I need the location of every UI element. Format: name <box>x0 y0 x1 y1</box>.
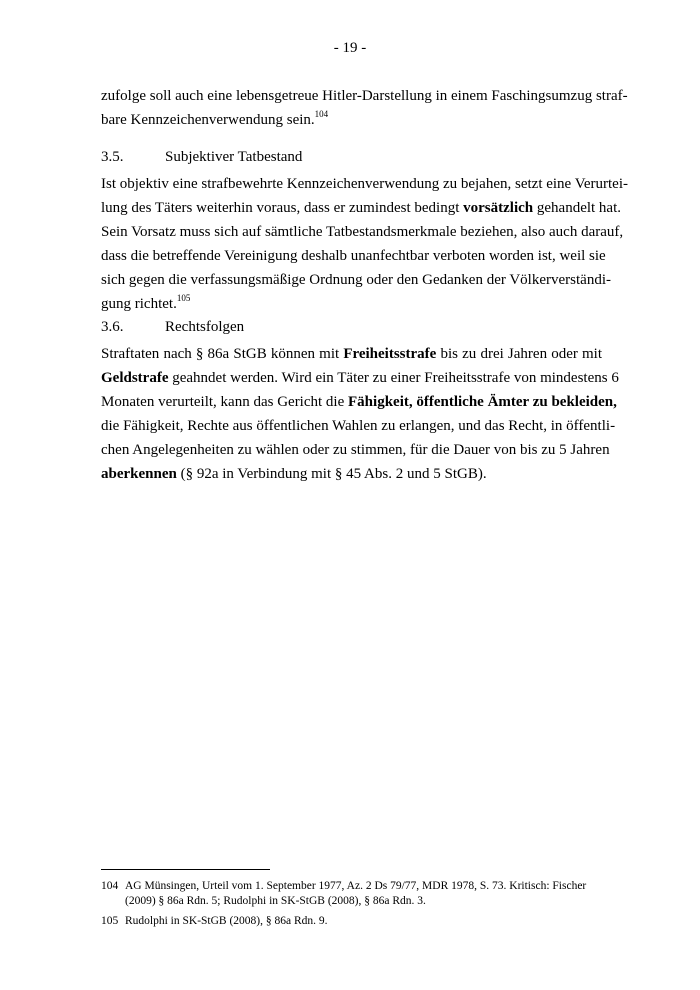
paragraph-line: sich gegen die verfassungsmäßige Ordnung oder den Gedanken der Völkerverständi- <box>101 272 611 288</box>
paragraph-line <box>101 366 619 390</box>
paragraph-line: zufolge soll auch eine lebensgetreue Hitler-Darstellung in einem Faschingsumzug straf- <box>101 88 628 104</box>
section-title: Subjektiver Tatbestand <box>165 149 303 165</box>
paragraph-text: Monaten verurteilt, kann das Gericht die <box>101 394 345 410</box>
paragraph-line: Ist objektiv eine strafbewehrte Kennzeichenverwendung zu bejahen, setzt eine Verurtei- <box>101 176 628 192</box>
page-number: - 19 - <box>333 40 367 56</box>
paragraph-subjective <box>101 172 628 316</box>
paragraph-line <box>101 390 617 414</box>
paragraph-text: geahndet werden. Wird ein Täter zu einer Freiheitsstrafe von mindestens 6 <box>172 370 619 386</box>
paragraph-line <box>101 292 602 316</box>
footnote-line: AG Münsingen, Urteil vom 1. September 1977, Az. 2 Ds 79/77, MDR 1978, S. 73. Kritisch: Fischer <box>125 880 587 892</box>
footnote-105 <box>101 914 602 929</box>
paragraph-intro <box>101 84 628 132</box>
paragraph-text: bare Kennzeichenverwendung sein. <box>101 112 315 128</box>
emphasis-text: Geldstrafe <box>101 370 169 386</box>
paragraph-text: bis zu drei Jahren oder mit <box>440 346 603 362</box>
footnote-ref-105[interactable]: 105 <box>176 293 191 303</box>
section-number: 3.6. <box>101 319 124 335</box>
footnote-text <box>125 879 602 909</box>
paragraph-line: Sein Vorsatz muss sich auf sämtliche Tatbestandsmerkmale beziehen, also auch darauf, <box>101 224 624 240</box>
emphasis-text: Freiheitsstrafe <box>343 346 437 362</box>
paragraph-text: gung richtet. <box>101 296 177 312</box>
paragraph-line: chen Angelegenheiten zu wählen oder zu stimmen, für die Dauer von bis zu 5 Jahren <box>101 442 610 458</box>
paragraph-text: lung des Täters weiterhin voraus, dass er zumindest bedingt <box>101 200 460 216</box>
paragraph-line <box>101 196 622 220</box>
emphasis-text: aberkennen <box>101 466 177 482</box>
paragraph-line <box>101 342 602 366</box>
section-heading-3-6 <box>101 315 244 339</box>
section-title: Rechtsfolgen <box>165 319 245 335</box>
paragraph-text: gehandelt hat. <box>536 200 622 216</box>
footnote-ref-104[interactable]: 104 <box>314 109 329 119</box>
paragraph-line: die Fähigkeit, Rechte aus öffentlichen Wahlen zu erlangen, und das Recht, in öffentli- <box>101 418 616 434</box>
footnote-number: 104 <box>101 880 119 892</box>
footnote-line: Rudolphi in SK-StGB (2008), § 86a Rdn. 9. <box>125 915 328 927</box>
section-number: 3.5. <box>101 149 124 165</box>
emphasis-text: vorsätzlich <box>463 200 534 216</box>
footnote-separator <box>101 869 270 870</box>
paragraph-text: (§ 92a in Verbindung mit § 45 Abs. 2 und 5 StGB). <box>180 466 487 482</box>
section-heading-3-5 <box>101 145 302 169</box>
footnote-line: (2009) § 86a Rdn. 5; Rudolphi in SK-StGB (2008), § 86a Rdn. 3. <box>125 895 426 907</box>
footnote-text <box>125 914 602 929</box>
paragraph-text: Straftaten nach § 86a StGB können mit <box>101 346 340 362</box>
paragraph-line <box>101 108 602 132</box>
footnote-number: 105 <box>101 915 119 927</box>
emphasis-text: Fähigkeit, öffentliche Ämter zu bekleiden, <box>348 394 617 410</box>
paragraph-legal-consequences <box>101 342 619 486</box>
paragraph-line <box>101 462 602 486</box>
paragraph-line: dass die betreffende Vereinigung deshalb unanfechtbar verboten worden ist, weil sie <box>101 248 606 264</box>
footnote-104 <box>101 879 602 909</box>
